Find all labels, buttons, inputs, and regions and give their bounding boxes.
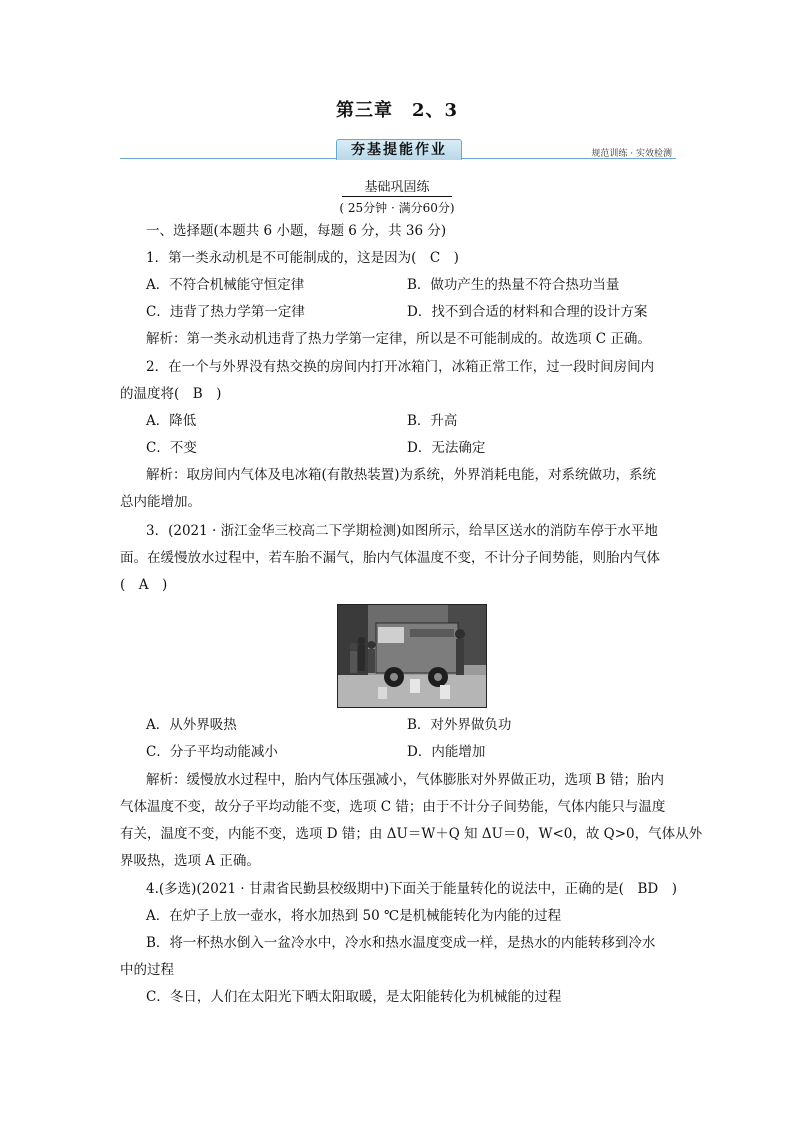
question-2-analysis-line-1: 解析：取房间内气体及电冰箱(有散热装置)为系统，外界消耗电能，对系统做功，系统 — [146, 467, 657, 483]
question-4-option-b-line-2: 中的过程 — [120, 962, 174, 978]
question-3-stem-line-2: 面。在缓慢放水过程中，若车胎不漏气，胎内气体温度不变，不计分子间势能，则胎内气体 — [120, 550, 660, 566]
question-3-option-a: A．从外界吸热 — [146, 717, 237, 733]
chapter-title: 第三章 2、3 — [335, 100, 459, 121]
question-2-option-c: C．不变 — [146, 440, 197, 456]
part-heading: 一、选择题(本题共 6 小题，每题 6 分，共 36 分) — [146, 223, 447, 239]
question-4-stem: 4.(多选)(2021 · 甘肃省民勤县校级期中)下面关于能量转化的说法中，正确的是( BD ) — [146, 881, 677, 897]
question-3-analysis-line-1: 解析：缓慢放水过程中，胎内气体压强减小，气体膨胀对外界做正功，选项 B 错；胎内 — [146, 772, 665, 788]
question-2-option-d: D．无法确定 — [407, 440, 486, 456]
question-2-analysis-line-2: 总内能增加。 — [120, 494, 201, 510]
question-2-stem-line-2: 的温度将( B ) — [120, 386, 222, 402]
question-4-option-a: A．在炉子上放一壶水，将水加热到 50 ℃是机械能转化为内能的过程 — [146, 908, 562, 924]
question-1-stem: 1．第一类永动机是不可能制成的，这是因为( C ) — [146, 250, 459, 266]
question-1-option-c: C．违背了热力学第一定律 — [146, 304, 305, 320]
question-1-option-d: D．找不到合适的材料和合理的设计方案 — [407, 304, 648, 320]
question-3-stem-line-3: ( A ) — [120, 577, 168, 593]
question-3-option-d: D．内能增加 — [407, 744, 486, 760]
question-2-option-b: B．升高 — [407, 413, 458, 429]
question-2-stem-line-1: 2．在一个与外界没有热交换的房间内打开冰箱门，冰箱正常工作，过一段时间房间内 — [146, 359, 655, 375]
question-3-analysis-line-4: 界吸热，选项 A 正确。 — [120, 853, 260, 869]
question-1-option-a: A．不符合机械能守恒定律 — [146, 277, 305, 293]
fire-truck-illustration — [338, 605, 486, 707]
section-title — [0, 176, 794, 197]
question-2-option-a: A．降低 — [146, 413, 197, 429]
question-3-analysis-line-3: 有关，温度不变，内能不变，选项 D 错；由 ΔU＝W＋Q 知 ΔU＝0，W<0，故 Q>0，气体从外 — [120, 826, 703, 842]
section-subtitle: ( 25分钟 · 满分60分) — [339, 201, 455, 215]
question-3-option-c: C．分子平均动能减小 — [146, 744, 278, 760]
question-1-option-b: B．做功产生的热量不符合热功当量 — [407, 277, 620, 293]
question-1-analysis: 解析：第一类永动机违背了热力学第一定律，所以是不可能制成的。故选项 C 正确。 — [146, 331, 651, 347]
question-4-option-c: C．冬日，人们在太阳光下晒太阳取暖，是太阳能转化为机械能的过程 — [146, 989, 562, 1005]
fire-truck-photo — [337, 604, 487, 708]
question-3-option-b: B．对外界做负功 — [407, 717, 512, 733]
question-3-analysis-line-2: 气体温度不变，故分子平均动能不变，选项 C 错；由于不计分子间势能，气体内能只与温度 — [120, 799, 666, 815]
homework-banner: 夯基提能作业 — [336, 139, 462, 160]
banner-tagline: 规范训练 · 实效检测 — [591, 149, 672, 159]
section-title-text: 基础巩固练 — [342, 176, 451, 197]
question-3-stem-line-1: 3．(2021 · 浙江金华三校高二下学期检测)如图所示，给旱区送水的消防车停于水平地 — [146, 523, 658, 539]
question-4-option-b-line-1: B．将一杯热水倒入一盆冷水中，冷水和热水温度变成一样，是热水的内能转移到冷水 — [146, 935, 656, 951]
